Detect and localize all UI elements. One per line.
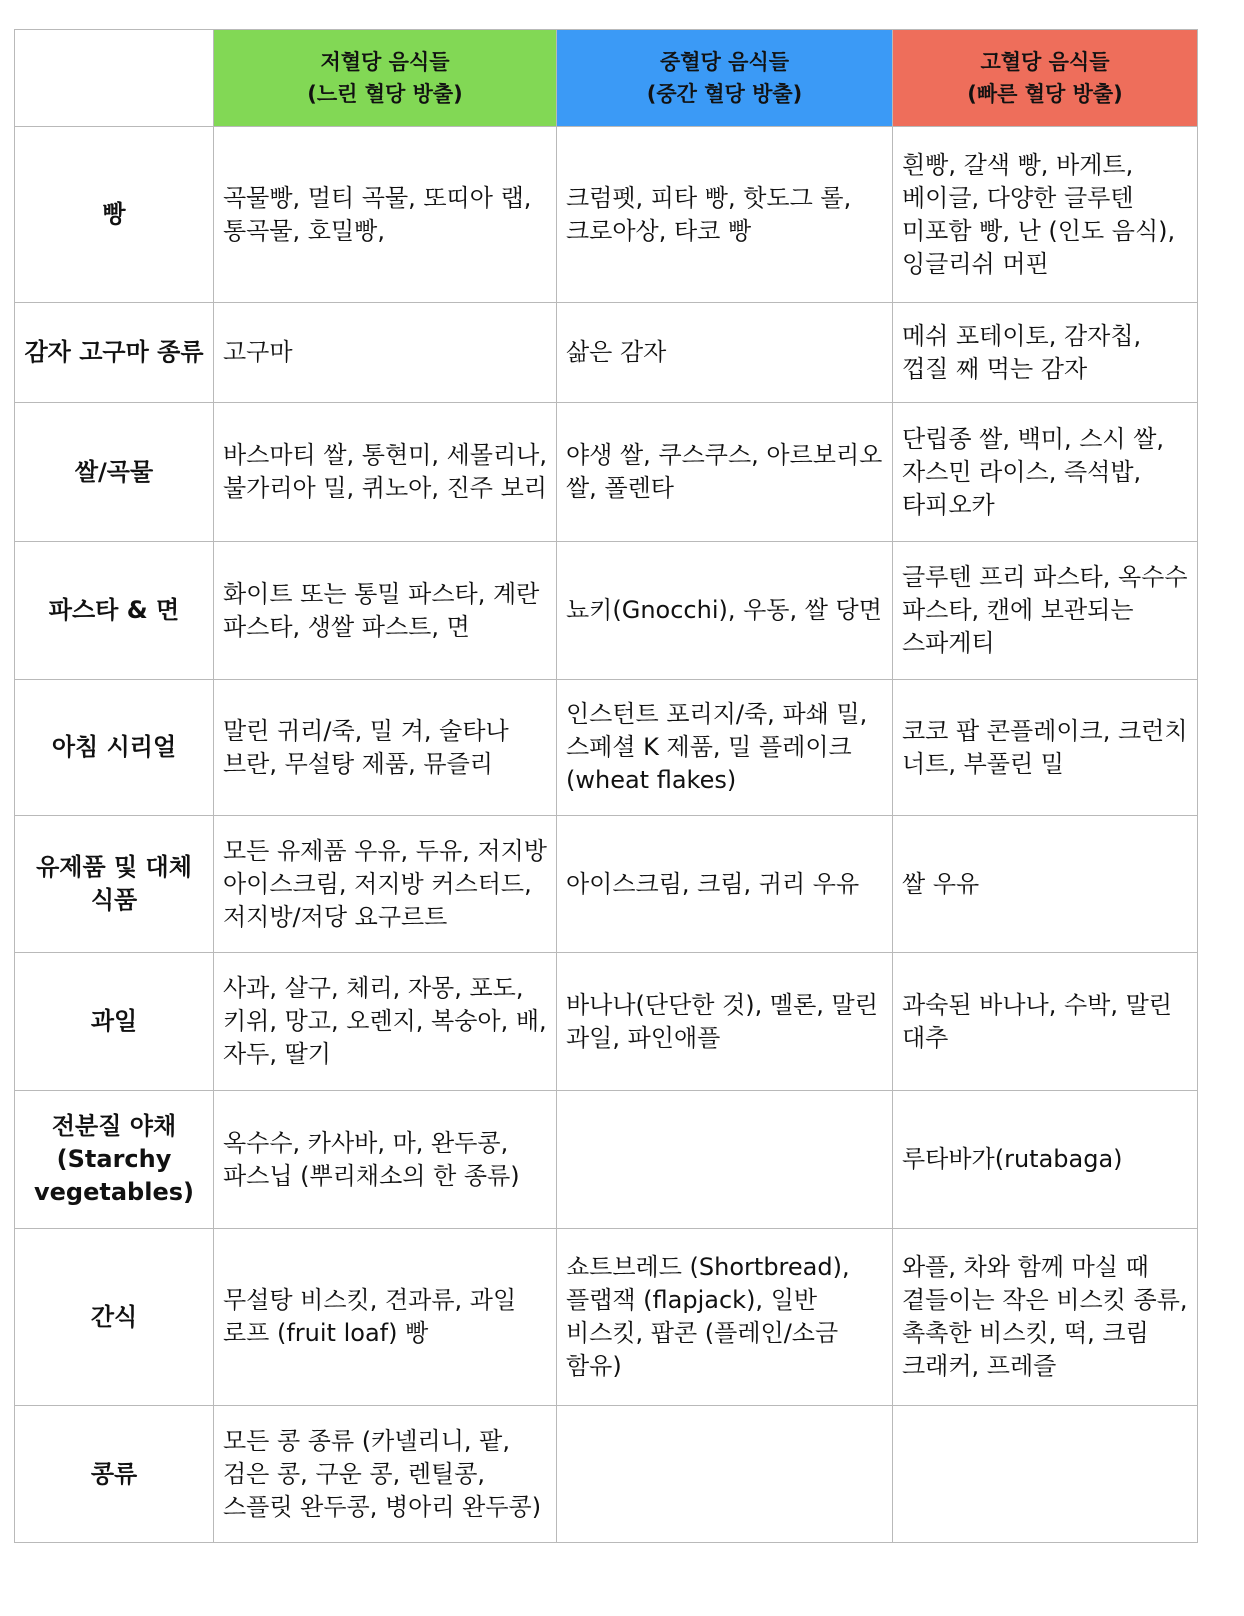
low-gi-cell: 말린 귀리/죽, 밀 겨, 술타나 브란, 무설탕 제품, 뮤즐리 bbox=[214, 680, 557, 816]
header-high-gi bbox=[893, 30, 1198, 127]
medium-gi-cell: 뇨키(Gnocchi), 우동, 쌀 당면 bbox=[557, 542, 893, 680]
header-low-gi bbox=[214, 30, 557, 127]
header-medium-title: 중혈당 음식들 bbox=[659, 50, 790, 74]
category-cell: 간식 bbox=[15, 1229, 214, 1406]
medium-gi-cell bbox=[557, 1091, 893, 1229]
header-medium-gi bbox=[557, 30, 893, 127]
low-gi-cell: 옥수수, 카사바, 마, 완두콩, 파스닙 (뿌리채소의 한 종류) bbox=[214, 1091, 557, 1229]
header-high-title: 고혈당 음식들 bbox=[980, 50, 1110, 74]
low-gi-cell: 곡물빵, 멀티 곡물, 또띠아 랩, 통곡물, 호밀빵, bbox=[214, 127, 557, 303]
low-gi-cell: 고구마 bbox=[214, 303, 557, 403]
category-cell: 과일 bbox=[15, 953, 214, 1091]
table-row bbox=[15, 542, 1198, 680]
medium-gi-cell: 야생 쌀, 쿠스쿠스, 아르보리오 쌀, 폴렌타 bbox=[557, 403, 893, 542]
high-gi-cell: 쌀 우유 bbox=[893, 816, 1198, 953]
category-cell: 아침 시리얼 bbox=[15, 680, 214, 816]
low-gi-cell: 바스마티 쌀, 통현미, 세몰리나, 불가리아 밀, 퀴노아, 진주 보리 bbox=[214, 403, 557, 542]
low-gi-cell: 모든 유제품 우유, 두유, 저지방 아이스크림, 저지방 커스터드, 저지방/저당 요구르트 bbox=[214, 816, 557, 953]
category-cell: 콩류 bbox=[15, 1406, 214, 1543]
glycemic-index-table bbox=[14, 29, 1198, 1543]
table-row bbox=[15, 816, 1198, 953]
high-gi-cell: 루타바가(rutabaga) bbox=[893, 1091, 1198, 1229]
table-row bbox=[15, 953, 1198, 1091]
low-gi-cell: 무설탕 비스킷, 견과류, 과일 로프 (fruit loaf) 빵 bbox=[214, 1229, 557, 1406]
medium-gi-cell: 쇼트브레드 (Shortbread), 플랩잭 (flapjack), 일반 비스킷, 팝콘 (플레인/소금 함유) bbox=[557, 1229, 893, 1406]
header-row bbox=[15, 30, 1198, 127]
category-cell: 파스타 & 면 bbox=[15, 542, 214, 680]
header-medium-subtitle: (중간 혈당 방출) bbox=[646, 82, 803, 106]
header-low-subtitle: (느린 혈당 방출) bbox=[307, 82, 463, 106]
category-cell: 유제품 및 대체 식품 bbox=[15, 816, 214, 953]
header-high-subtitle: (빠른 혈당 방출) bbox=[967, 82, 1123, 106]
low-gi-cell: 모든 콩 종류 (카넬리니, 팥, 검은 콩, 구운 콩, 렌틸콩, 스플릿 완두콩, 병아리 완두콩) bbox=[214, 1406, 557, 1543]
high-gi-cell: 흰빵, 갈색 빵, 바게트, 베이글, 다양한 글루텐 미포함 빵, 난 (인도 음식), 잉글리쉬 머핀 bbox=[893, 127, 1198, 303]
category-cell: 빵 bbox=[15, 127, 214, 303]
table-row bbox=[15, 403, 1198, 542]
medium-gi-cell: 바나나(단단한 것), 멜론, 말린 과일, 파인애플 bbox=[557, 953, 893, 1091]
high-gi-cell bbox=[893, 1406, 1198, 1543]
medium-gi-cell: 크럼펫, 피타 빵, 핫도그 롤, 크로아상, 타코 빵 bbox=[557, 127, 893, 303]
medium-gi-cell: 아이스크림, 크림, 귀리 우유 bbox=[557, 816, 893, 953]
table-row bbox=[15, 1229, 1198, 1406]
low-gi-cell: 사과, 살구, 체리, 자몽, 포도, 키위, 망고, 오렌지, 복숭아, 배, 자두, 딸기 bbox=[214, 953, 557, 1091]
high-gi-cell: 단립종 쌀, 백미, 스시 쌀, 자스민 라이스, 즉석밥, 타피오카 bbox=[893, 403, 1198, 542]
category-cell: 감자 고구마 종류 bbox=[15, 303, 214, 403]
corner-cell bbox=[15, 30, 214, 127]
table-row bbox=[15, 127, 1198, 303]
table-row bbox=[15, 680, 1198, 816]
low-gi-cell: 화이트 또는 통밀 파스타, 계란 파스타, 생쌀 파스트, 면 bbox=[214, 542, 557, 680]
medium-gi-cell: 삶은 감자 bbox=[557, 303, 893, 403]
high-gi-cell: 과숙된 바나나, 수박, 말린 대추 bbox=[893, 953, 1198, 1091]
table-row bbox=[15, 303, 1198, 403]
medium-gi-cell: 인스턴트 포리지/죽, 파쇄 밀, 스페셜 K 제품, 밀 플레이크 (wheat flakes) bbox=[557, 680, 893, 816]
table-row bbox=[15, 1406, 1198, 1543]
high-gi-cell: 글루텐 프리 파스타, 옥수수 파스타, 캔에 보관되는 스파게티 bbox=[893, 542, 1198, 680]
category-cell: 전분질 야채 (Starchy vegetables) bbox=[15, 1091, 214, 1229]
medium-gi-cell bbox=[557, 1406, 893, 1543]
high-gi-cell: 메쉬 포테이토, 감자칩, 껍질 째 먹는 감자 bbox=[893, 303, 1198, 403]
category-cell: 쌀/곡물 bbox=[15, 403, 214, 542]
high-gi-cell: 와플, 차와 함께 마실 때 곁들이는 작은 비스킷 종류, 촉촉한 비스킷, 떡, 크림 크래커, 프레즐 bbox=[893, 1229, 1198, 1406]
high-gi-cell: 코코 팝 콘플레이크, 크런치 너트, 부풀린 밀 bbox=[893, 680, 1198, 816]
header-low-title: 저혈당 음식들 bbox=[320, 50, 450, 74]
table-row bbox=[15, 1091, 1198, 1229]
